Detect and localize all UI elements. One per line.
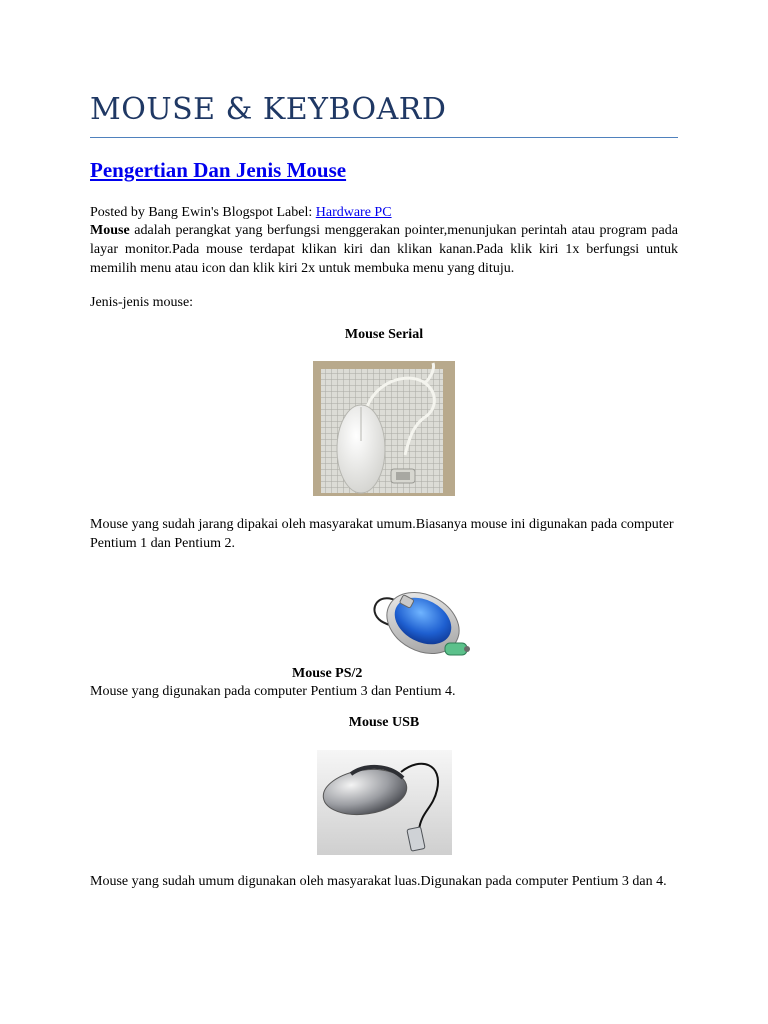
section-description-ps2: Mouse yang digunakan pada computer Pentium 3 dan Pentium 4.: [90, 684, 456, 699]
ps2-mouse-image: [367, 571, 475, 666]
section-heading-serial: Mouse Serial: [344, 327, 424, 342]
document-title: MOUSE & KEYBOARD: [90, 92, 447, 127]
types-heading: Jenis-jenis mouse:: [90, 295, 194, 310]
intro-text: adalah perangkat yang berfungsi menggerakan pointer,menunjukan perintah atau program pada layar monitor.Pada mouse terdapat klikan kiri dan klikan kanan.Pada klik kiri 1x berfungsi untuk memilih menu atau icon dan klik kiri 2x untuk membuka menu yang dituju.: [90, 223, 678, 276]
ps2-mouse-photo-icon: [367, 571, 475, 666]
section-description-usb: Mouse yang sudah umum digunakan oleh masyarakat luas.Digunakan pada computer Pentium 3 dan 4.: [90, 874, 667, 889]
usb-mouse-photo-icon: [317, 750, 452, 855]
label-link[interactable]: Hardware PC: [315, 205, 392, 220]
section-description-serial: Mouse yang sudah jarang dipakai oleh masyarakat umum.Biasanya mouse ini digunakan pada computer Pentium 1 dan Pentium 2.: [90, 517, 674, 551]
title-underline: [90, 137, 678, 138]
post-title-link[interactable]: Pengertian Dan Jenis Mouse: [90, 158, 347, 182]
meta-prefix: Posted by Bang Ewin's Blogspot Label:: [90, 205, 313, 220]
serial-mouse-photo-icon: [313, 361, 455, 496]
serial-mouse-image: [313, 361, 455, 496]
post-meta: [90, 204, 392, 222]
intro-term: Mouse: [90, 223, 130, 238]
section-heading-ps2: Mouse PS/2: [292, 666, 363, 681]
usb-mouse-image: [317, 750, 452, 855]
section-heading-usb: Mouse USB: [348, 715, 420, 730]
intro-paragraph: [90, 221, 678, 278]
